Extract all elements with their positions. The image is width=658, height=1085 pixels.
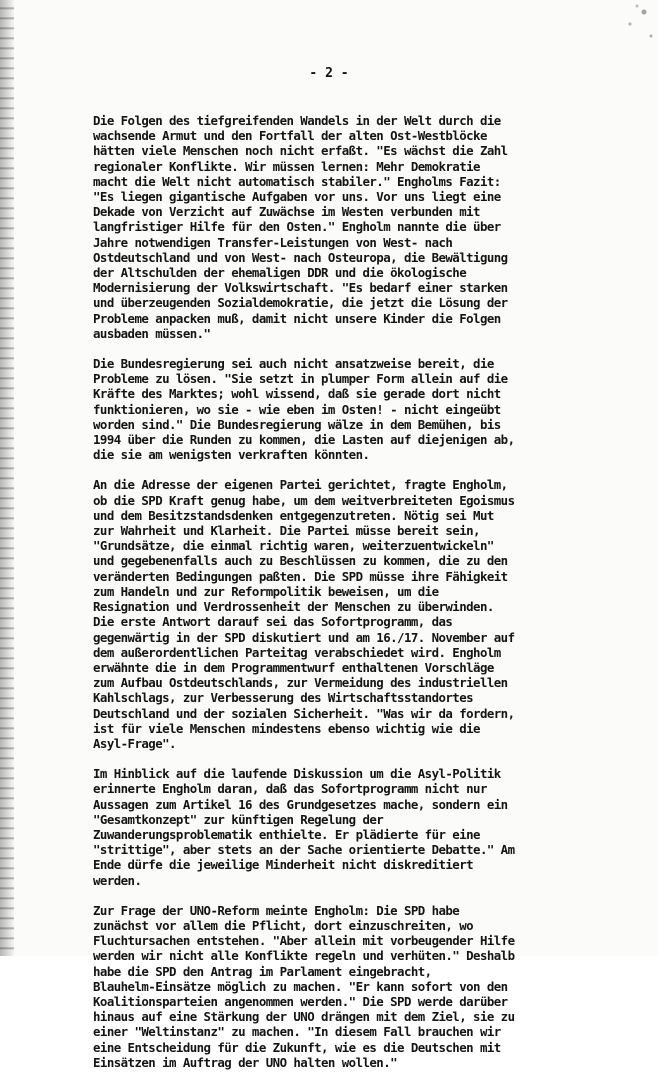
text-line: Die erste Antwort darauf sei das Sofortprogramm, das: [93, 614, 453, 630]
text-line: Ende dürfe die jeweilige Minderheit nicht diskreditiert: [93, 857, 474, 873]
text-line: und überzeugenden Sozialdemokratie, die jetzt die Lösung der: [93, 295, 508, 311]
scan-edge-noise: [0, 0, 14, 956]
text-line: "strittige", aber stets an der Sache orientierte Debatte." Am: [93, 842, 515, 858]
text-line: eine Entscheidung für die Zukunft, wie es die Deutschen mit: [93, 1039, 501, 1055]
text-line: Ostdeutschland und von West- nach Osteuropa, die Bewältigung: [93, 249, 508, 265]
text-line: und dem Besitzstandsdenken entgegenzutreten. Nötig sei Mut: [93, 507, 494, 523]
text-line: einer "Weltinstanz" zu machen. "In diesem Fall brauchen wir: [93, 1024, 501, 1040]
text-line: Probleme zu lösen. "Sie setzt in plumper Form allein auf die: [93, 371, 508, 387]
text-line: Asyl-Frage".: [93, 735, 176, 751]
text-line: wachsende Armut und den Fortfall der alten Ost-Westblöcke: [93, 128, 487, 144]
text-line: gegenwärtig in der SPD diskutiert und am 16./17. November auf: [93, 629, 515, 645]
document-body: [93, 113, 623, 1085]
text-line: funktionieren, wo sie - wie eben im Osten! - nicht eingeübt: [93, 401, 501, 417]
text-line: zum Handeln und zur Reformpolitik beweisen, um die: [93, 583, 439, 599]
text-line: Kräfte des Marktes; wohl wissend, daß sie gerade dort nicht: [93, 386, 501, 402]
text-line: hinaus auf eine Stärkung der UNO drängen mit dem Ziel, sie zu: [93, 1009, 515, 1025]
text-line: Koalitionsparteien angenommen werden." Die SPD werde darüber: [93, 993, 508, 1009]
text-line: Aussagen zum Artikel 16 des Grundgesetzes mache, sondern ein: [93, 796, 508, 812]
text-line: Zuwanderungsproblematik enthielte. Er plädierte für eine: [93, 826, 480, 842]
text-line: Deutschland und der sozialen Sicherheit. "Was wir da fordern,: [93, 705, 515, 721]
text-line: worden sind." Die Bundesregierung wälze in dem Bemühen, bis: [93, 416, 501, 432]
text-line: Kahlschlags, zur Verbesserung des Wirtschaftsstandortes: [93, 690, 474, 706]
text-line: Probleme anpacken muß, damit nicht unsere Kinder die Folgen: [93, 310, 501, 326]
text-line: habe die SPD den Antrag im Parlament eingebracht,: [93, 963, 432, 979]
text-line: Dekade von Verzicht auf Zuwächse im Westen verbunden mit: [93, 204, 480, 220]
text-line: Im Hinblick auf die laufende Diskussion um die Asyl-Politik: [93, 766, 501, 782]
text-line: An die Adresse der eigenen Partei gerichtet, fragte Engholm,: [93, 477, 508, 493]
text-line: der Altschulden der ehemaligen DDR und die ökologische: [93, 265, 467, 281]
text-line: erinnerte Engholm daran, daß das Sofortprogramm nicht nur: [93, 781, 487, 797]
text-line: und gegebenenfalls auch zu Beschlüssen zu kommen, die zu den: [93, 553, 508, 569]
text-line: Jahre notwendigen Transfer-Leistungen von West- nach: [93, 234, 453, 250]
paragraph: [93, 356, 623, 462]
text-line: veränderten Bedingungen paßten. Die SPD müsse ihre Fähigkeit: [93, 568, 508, 584]
text-line: Blauhelm-Einsätze möglich zu machen. "Er kann sofort von den: [93, 978, 508, 994]
text-line: Die Bundesregierung sei auch nicht ansatzweise bereit, die: [93, 356, 494, 372]
text-line: regionaler Konflikte. Wir müssen lernen: Mehr Demokratie: [93, 158, 480, 174]
scan-corner-noise: [588, 0, 658, 60]
text-line: zur Wahrheit und Klarheit. Die Partei müsse bereit sein,: [93, 523, 480, 539]
text-line: ausbaden müssen.": [93, 325, 211, 341]
text-line: langfristiger Hilfe für den Osten." Engholm nannte die über: [93, 219, 501, 235]
text-line: Die Folgen des tiefgreifenden Wandels in der Welt durch die: [93, 113, 501, 128]
text-line: "Es liegen gigantische Aufgaben vor uns. Vor uns liegt eine: [93, 189, 501, 205]
text-line: macht die Welt nicht automatisch stabiler." Engholms Fazit:: [93, 173, 501, 189]
text-line: werden.: [93, 872, 142, 888]
text-line: zum Aufbau Ostdeutschlands, zur Vermeidung des industriellen: [93, 675, 508, 691]
text-line: die sie am wenigsten verkraften könnten.: [93, 447, 370, 463]
text-line: ob die SPD Kraft genug habe, um dem weitverbreiteten Egoismus: [93, 492, 515, 508]
paragraph: [93, 477, 623, 751]
text-line: erwähnte die in dem Programmentwurf enthaltenen Vorschläge: [93, 659, 494, 675]
text-line: Modernisierung der Volkswirtschaft. "Es bedarf einer starken: [93, 280, 508, 296]
text-line: dem außerordentlichen Parteitag verabschiedet wird. Engholm: [93, 644, 501, 660]
page-number: - 2 -: [309, 66, 349, 81]
text-line: Zur Frage der UNO-Reform meinte Engholm: Die SPD habe: [93, 902, 460, 918]
paragraph: [93, 903, 623, 1070]
text-line: ist für viele Menschen mindestens ebenso wichtig wie die: [93, 720, 480, 736]
text-line: Resignation und Verdrossenheit der Menschen zu überwinden.: [93, 599, 494, 615]
paragraph: [93, 113, 623, 341]
paragraph: [93, 766, 623, 888]
text-line: hätten viele Menschen noch nicht erfaßt. "Es wächst die Zahl: [93, 143, 508, 159]
text-line: Einsätzen im Auftrag der UNO halten wollen.": [93, 1054, 398, 1070]
text-line: Fluchtursachen entstehen. "Aber allein mit vorbeugender Hilfe: [93, 933, 515, 949]
text-line: zunächst vor allem die Pflicht, dort einzuschreiten, wo: [93, 917, 474, 933]
text-line: werden wir nicht alle Konflikte regeln und verhüten." Deshalb: [93, 948, 515, 964]
text-line: "Gesamtkonzept" zur künftigen Regelung der: [93, 811, 384, 827]
text-line: 1994 über die Runden zu kommen, die Lasten auf diejenigen ab,: [93, 432, 515, 448]
text-line: "Grundsätze, die einmal richtig waren, weiterzuentwickeln": [93, 538, 494, 554]
